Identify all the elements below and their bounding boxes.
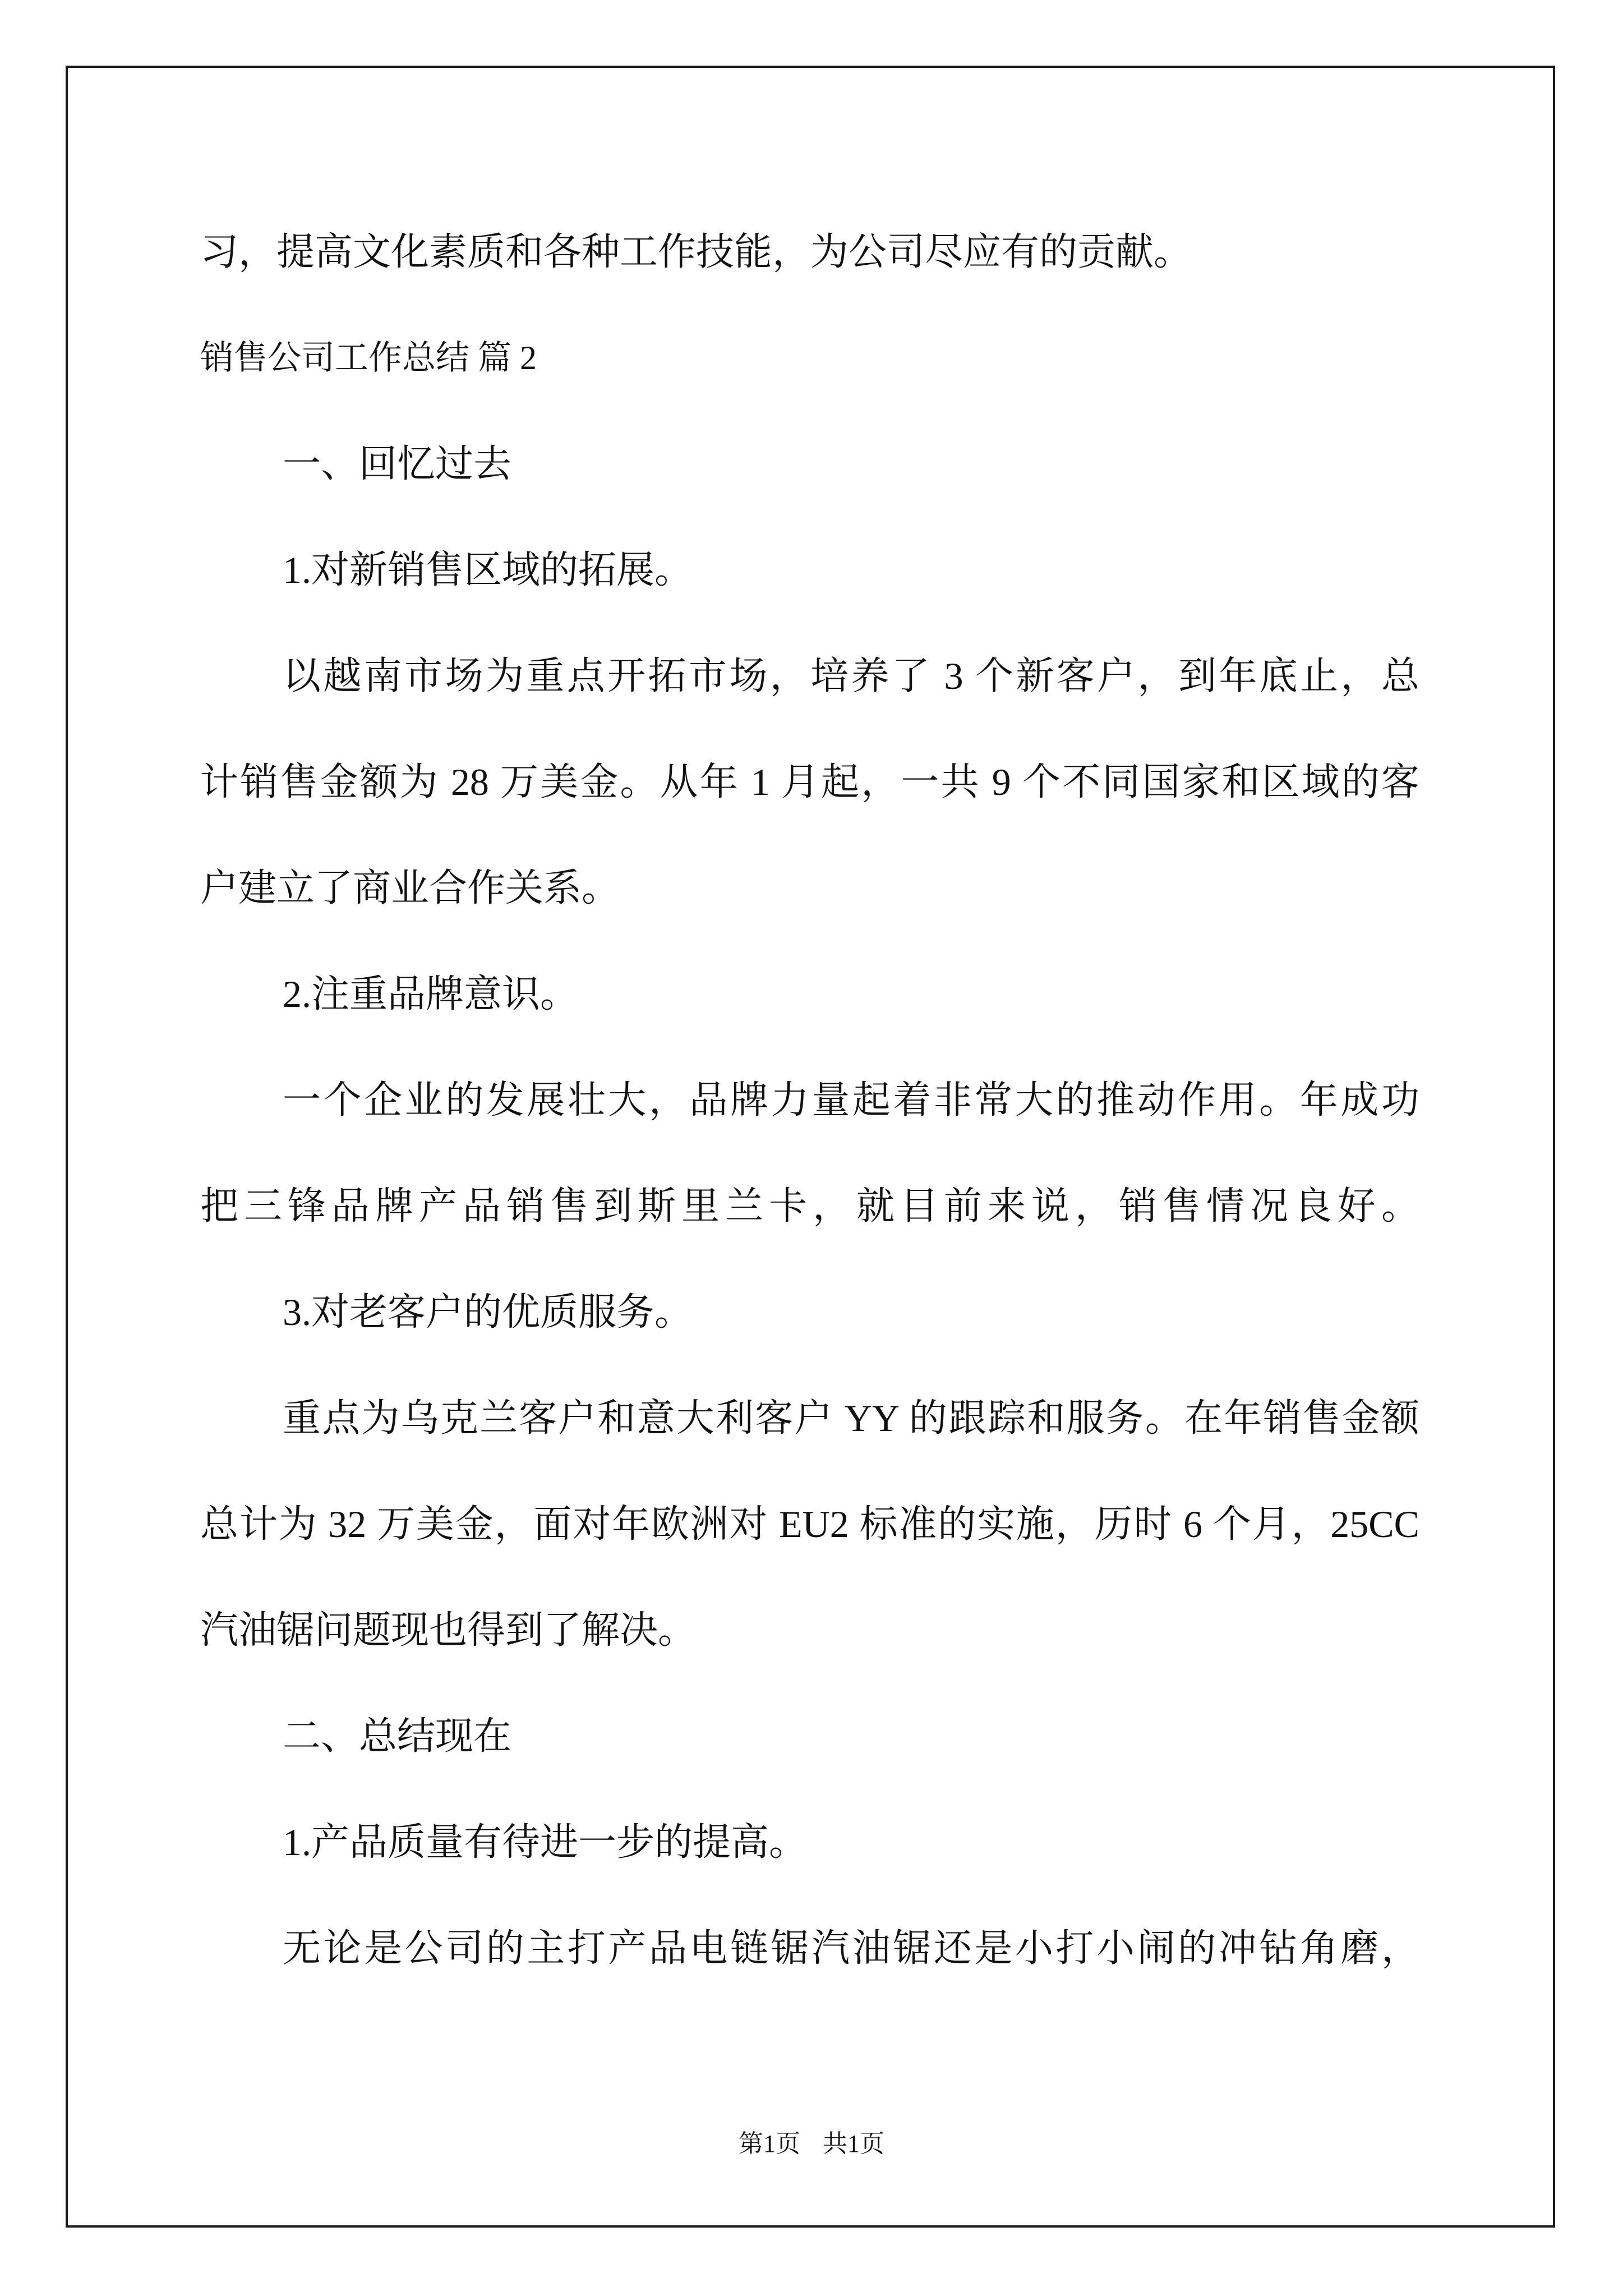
- page-total: 共1页: [823, 2130, 884, 2157]
- subsection-heading: 2.注重品牌意识。: [283, 973, 579, 1015]
- paragraph-line: 习，提高文化素质和各种工作技能，为公司尽应有的贡献。: [200, 231, 1192, 273]
- document-body: [200, 199, 1419, 2001]
- page-footer: [0, 2127, 1623, 2161]
- paragraph-line: 重点为乌克兰客户和意大利客户 YY 的跟踪和服务。在年销售金额: [283, 1397, 1419, 1439]
- paragraph-line: 计销售金额为 28 万美金。从年 1 月起，一共 9 个不同国家和区域的客: [200, 761, 1419, 803]
- subsection-heading: 1.产品质量有待进一步的提高。: [283, 1821, 808, 1864]
- paragraph-line: 一个企业的发展壮大，品牌力量起着非常大的推动作用。年成功: [283, 1079, 1419, 1121]
- paragraph-line: 汽油锯问题现也得到了解决。: [200, 1609, 697, 1651]
- paragraph-line: 以越南市场为重点开拓市场，培养了 3 个新客户，到年底止，总: [283, 655, 1419, 697]
- paragraph-line: 户建立了商业合作关系。: [200, 867, 620, 909]
- paragraph-line: 总计为 32 万美金，面对年欧洲对 EU2 标准的实施，历时 6 个月，25CC: [200, 1503, 1419, 1545]
- paragraph-line: 把三锋品牌产品销售到斯里兰卡，就目前来说，销售情况良好。: [200, 1185, 1419, 1227]
- page-number: 第1页: [739, 2130, 800, 2157]
- paragraph-line: 无论是公司的主打产品电链锯汽油锯还是小打小闹的冲钻角磨，: [283, 1927, 1419, 1970]
- section-heading: 一、回忆过去: [283, 443, 512, 485]
- document-title: 销售公司工作总结 篇 2: [200, 339, 537, 376]
- subsection-heading: 1.对新销售区域的拓展。: [283, 549, 693, 591]
- subsection-heading: 3.对老客户的优质服务。: [283, 1291, 693, 1333]
- section-heading: 二、总结现在: [283, 1715, 512, 1757]
